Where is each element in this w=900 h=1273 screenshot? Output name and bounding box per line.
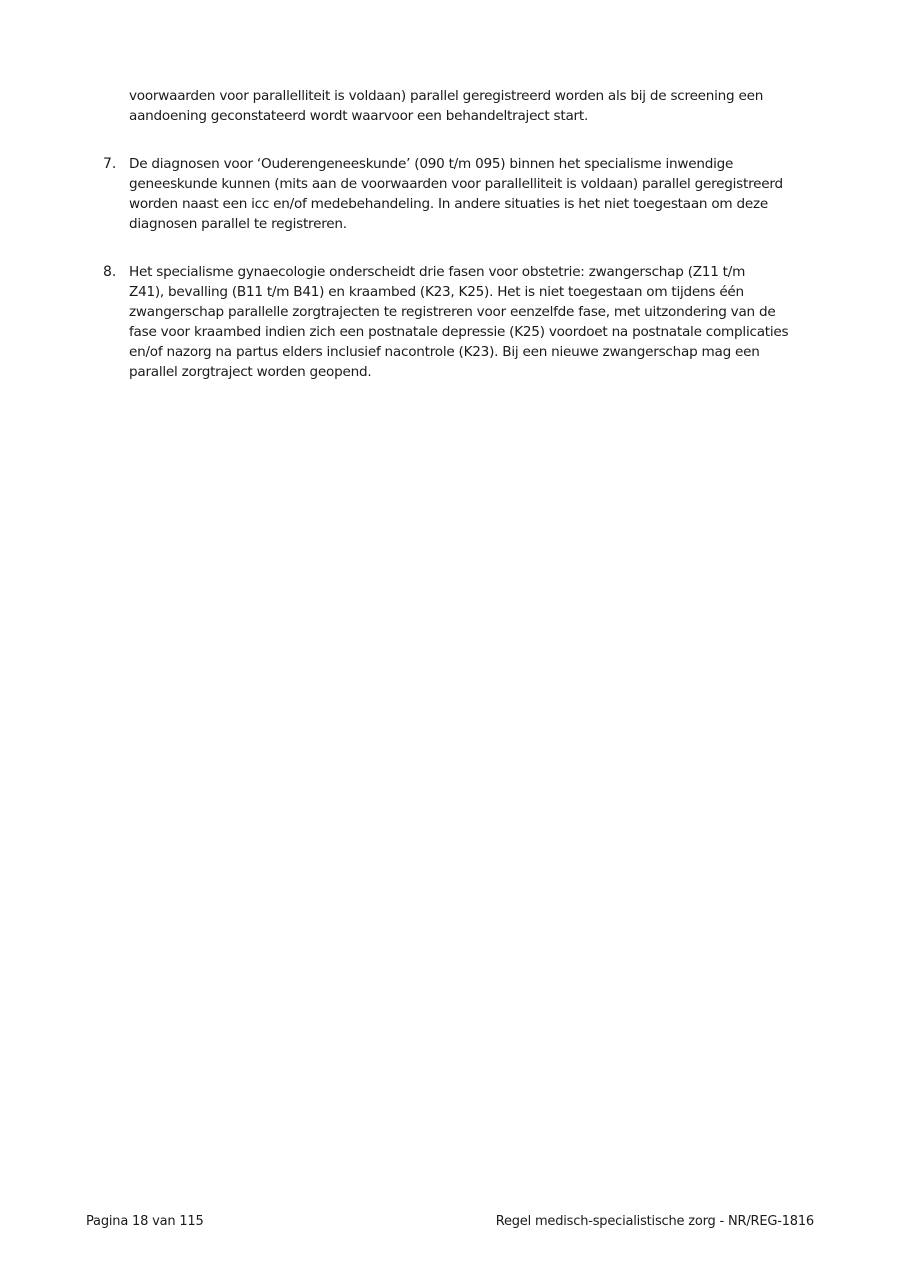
footer-page-number: Pagina 18 van 115 — [86, 1214, 204, 1229]
list-item-8-line-3: zwangerschap parallelle zorgtrajecten te registreren voor eenzelfde fase, met uitzondering van de — [129, 304, 776, 320]
continuation-line-2: aandoening geconstateerd wordt waarvoor een behandeltraject start. — [129, 108, 589, 124]
list-item-7-line-1: De diagnosen voor ‘Ouderengeneeskunde’ (090 t/m 095) binnen het specialisme inwendige — [129, 156, 734, 172]
footer-document-reference: Regel medisch-specialistische zorg - NR/REG-1816 — [495, 1214, 814, 1229]
list-item-8-line-4: fase voor kraambed indien zich een postnatale depressie (K25) voordoet na postnatale complicaties — [129, 324, 789, 340]
list-item-number-8: 8. — [103, 264, 117, 280]
list-item-number-7: 7. — [103, 156, 117, 172]
list-item-8-line-6: parallel zorgtraject worden geopend. — [129, 364, 372, 380]
list-item-8-line-1: Het specialisme gynaecologie onderscheidt drie fasen voor obstetrie: zwangerschap (Z11 t/m — [129, 264, 746, 280]
list-item-7-line-3: worden naast een icc en/of medebehandeling. In andere situaties is het niet toegestaan om deze — [129, 196, 768, 212]
list-item-8-line-5: en/of nazorg na partus elders inclusief nacontrole (K23). Bij een nieuwe zwangerschap mag een — [129, 344, 760, 360]
continuation-line-1: voorwaarden voor parallelliteit is voldaan) parallel geregistreerd worden als bij de screening een — [129, 88, 764, 104]
list-item-7-line-4: diagnosen parallel te registreren. — [129, 216, 347, 232]
list-item-8-line-2: Z41), bevalling (B11 t/m B41) en kraambed (K23, K25). Het is niet toegestaan om tijdens één — [129, 284, 744, 300]
list-item-7-line-2: geneeskunde kunnen (mits aan de voorwaarden voor parallelliteit is voldaan) parallel geregistreerd — [129, 176, 783, 192]
